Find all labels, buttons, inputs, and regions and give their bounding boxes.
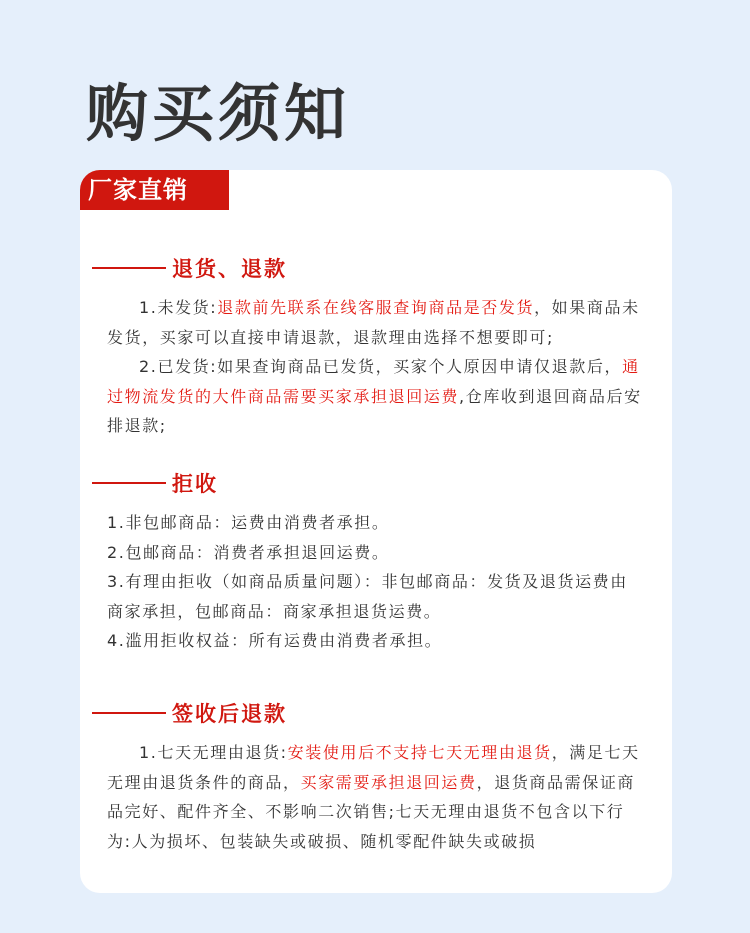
paragraph — [107, 567, 644, 626]
section-rejection — [92, 468, 644, 656]
heading-text: 拒收 — [172, 472, 218, 496]
text-segment: 1.未发货: — [139, 298, 218, 317]
paragraph — [107, 626, 644, 656]
section-returns-refunds — [92, 253, 644, 441]
section-heading — [92, 698, 644, 728]
text-segment: 3.有理由拒收（如商品质量问题）：非包邮商品：发货及退货运费由商家承担，包邮商品：商家承担退货运费。 — [107, 572, 628, 621]
text-segment: ,仓库收到退回商品后安排退款; — [107, 386, 642, 435]
highlighted-text: 安装使用后不支持七天无理由退货 — [287, 743, 552, 762]
paragraph — [107, 538, 644, 568]
heading-text: 退货、退款 — [172, 257, 287, 281]
paragraph — [107, 508, 644, 538]
section-heading — [92, 468, 644, 498]
text-segment: ，退货商品需保证商品完好、配件齐全、不影响二次销售;七天无理由退货不包含以下行为:人为损坏、包装缺失或破损、随机零配件缺失或破损 — [107, 772, 636, 851]
text-segment: 1.非包邮商品：运费由消费者承担。 — [107, 513, 390, 532]
text-segment: ，满足七天无理由退货条件的商品， — [107, 743, 640, 792]
notice-card — [80, 170, 672, 893]
page-title: 购买须知 — [86, 77, 351, 150]
heading-rule — [92, 712, 166, 714]
highlighted-text: 通过物流发货的大件商品需要买家承担退回运费 — [107, 357, 640, 406]
section-post-receipt-refund — [92, 698, 644, 856]
heading-rule — [92, 482, 166, 484]
heading-rule — [92, 267, 166, 269]
highlighted-text: 买家需要承担退回运费 — [300, 772, 477, 792]
text-segment: 1.七天无理由退货: — [139, 743, 288, 762]
heading-text: 签收后退款 — [172, 702, 287, 726]
text-segment: 2.包邮商品：消费者承担退回运费。 — [107, 542, 390, 562]
text-segment: ，如果商品未发货，买家可以直接申请退款，退款理由选择不想要即可; — [107, 298, 640, 347]
paragraph — [107, 293, 644, 352]
paragraph — [107, 352, 644, 441]
text-segment: 2.已发货:如果查询商品已发货，买家个人原因申请仅退款后， — [139, 357, 623, 376]
highlighted-text: 退款前先联系在线客服查询商品是否发货 — [217, 298, 535, 317]
paragraph — [107, 738, 644, 856]
text-segment: 4.滥用拒收权益：所有运费由消费者承担。 — [107, 631, 443, 650]
section-heading — [92, 253, 644, 283]
factory-direct-tab: 厂家直销 — [80, 170, 229, 210]
